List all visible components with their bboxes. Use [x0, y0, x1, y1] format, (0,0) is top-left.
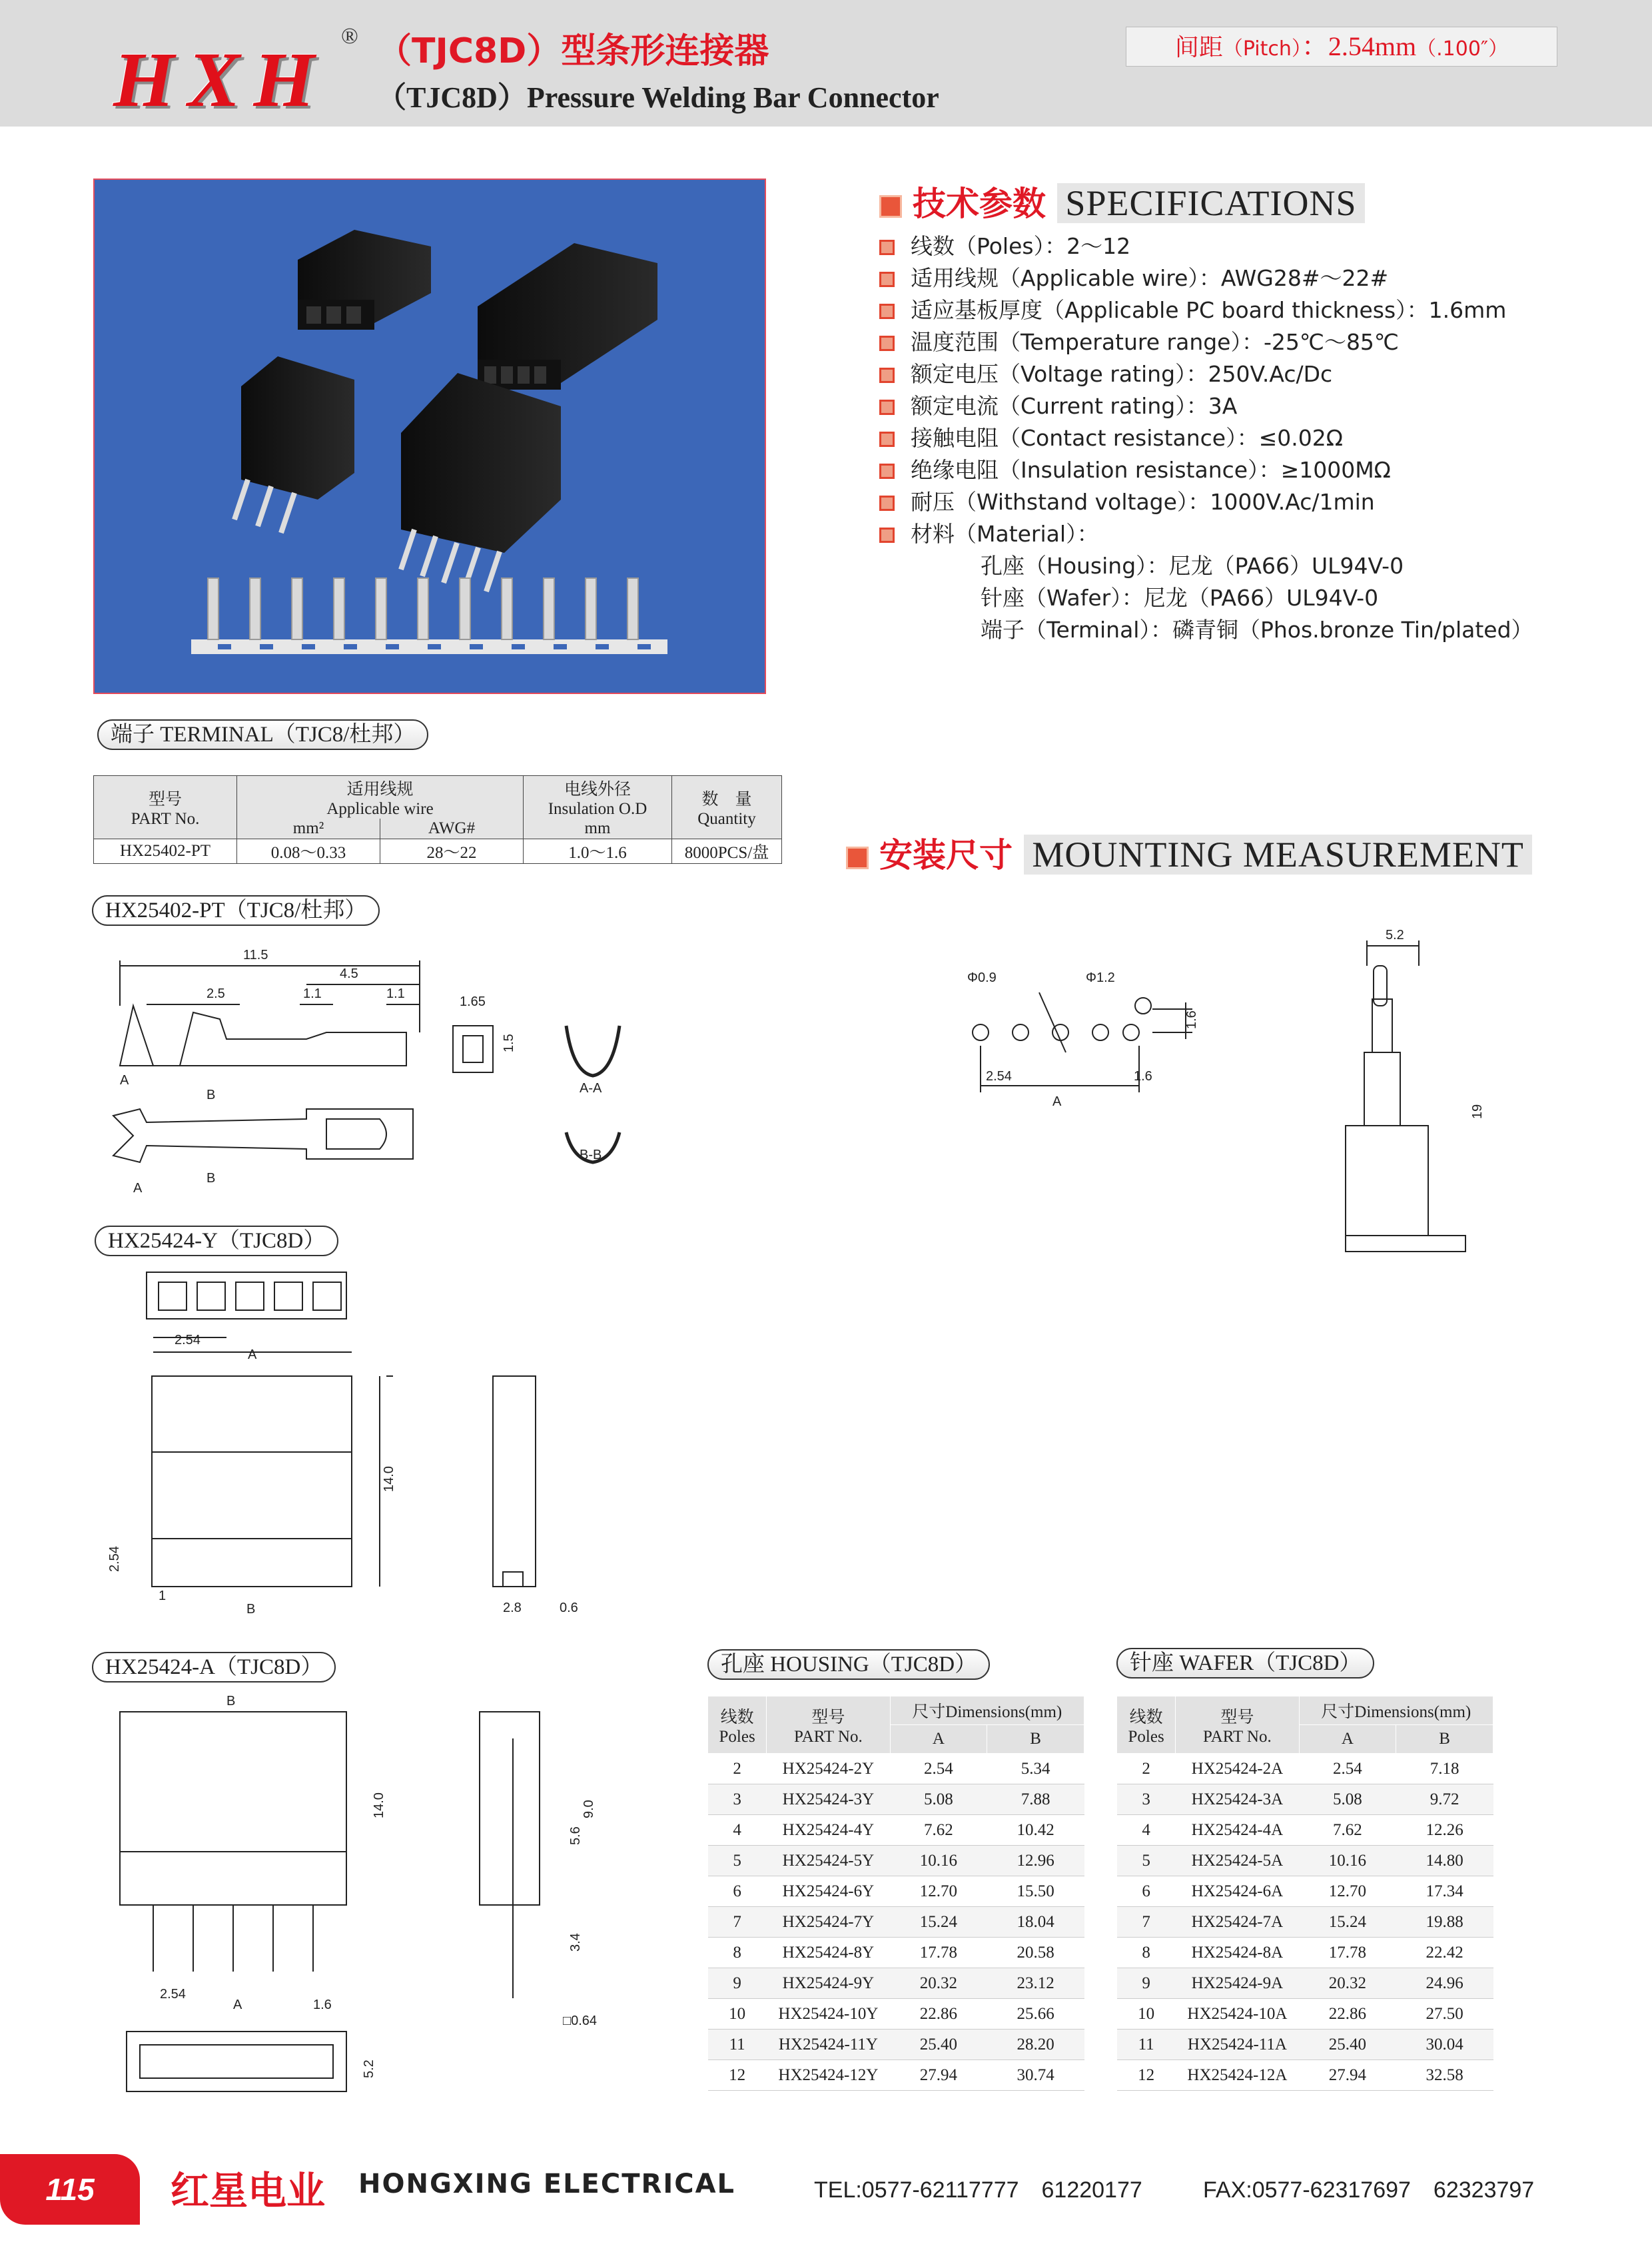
svg-text:A: A	[248, 1347, 257, 1362]
table-row	[1117, 1754, 1493, 1784]
bullet-icon	[879, 368, 895, 383]
svg-text:B: B	[206, 1171, 216, 1186]
bullet-icon	[879, 464, 895, 479]
housing-drawing	[100, 1259, 653, 1632]
title-cn: （TJC8D）型条形连接器	[377, 31, 769, 71]
cell: 10	[708, 1999, 767, 2030]
cell: 22.86	[890, 1999, 987, 2030]
svg-text:A: A	[233, 1998, 242, 2012]
svg-text:2.5: 2.5	[206, 986, 225, 1001]
brand-logo: HXH	[113, 36, 328, 123]
pitch-value: ：2.54mm	[1301, 31, 1417, 61]
cell: 12	[1117, 2060, 1176, 2091]
bullet-icon	[879, 400, 895, 415]
spec-text: 适用线规（Applicable wire）：AWG28#～22#	[911, 265, 1389, 291]
cell: 27.94	[890, 2060, 987, 2091]
cell: 9.72	[1396, 1784, 1493, 1815]
cell: 10.42	[987, 1815, 1084, 1846]
cell: HX25424-4A	[1176, 1815, 1299, 1846]
heading-square-icon	[846, 847, 869, 869]
cell: 30.04	[1396, 2030, 1493, 2060]
cell: 11	[1117, 2030, 1176, 2060]
telephone: TEL:0577-62117777 61220177	[814, 2177, 1142, 2203]
bullet-icon	[879, 432, 895, 447]
drawing-label-y: HX25424-Y（TJC8D）	[95, 1226, 338, 1256]
cell: HX25424-4Y	[767, 1815, 890, 1846]
cell: 7.62	[1299, 1815, 1396, 1846]
bullet-icon	[879, 336, 895, 351]
table-row	[1117, 1938, 1493, 1968]
mounting-heading	[846, 829, 1532, 877]
svg-text:14.0: 14.0	[372, 1792, 386, 1818]
svg-text:A-A: A-A	[580, 1081, 602, 1096]
spec-text: 接触电阻（Contact resistance）：≤0.02Ω	[911, 425, 1343, 451]
od-en: Insulation O.D	[548, 800, 647, 818]
cell: 24.96	[1396, 1968, 1493, 1999]
cell: HX25424-6A	[1176, 1876, 1299, 1907]
svg-text:2.54: 2.54	[986, 1069, 1012, 1084]
table-row	[1117, 1968, 1493, 1999]
col-wire	[237, 776, 524, 819]
cell: 11	[708, 2030, 767, 2060]
poles-cn: 线数	[1129, 1708, 1163, 1726]
cell: 17.78	[1299, 1938, 1396, 1968]
svg-text:4.5: 4.5	[340, 966, 358, 981]
table-row	[708, 1999, 1084, 2030]
cell: 7.18	[1396, 1754, 1493, 1784]
svg-text:19: 19	[1470, 1104, 1485, 1119]
cell: 3	[708, 1784, 767, 1815]
part-en: PART No.	[794, 1727, 863, 1746]
connector-illustration	[95, 180, 765, 693]
terminal-reel	[191, 578, 667, 654]
cell: HX25424-11Y	[767, 2030, 890, 2060]
cell: HX25424-10A	[1176, 1999, 1299, 2030]
col-poles	[708, 1696, 767, 1754]
cell: HX25402-PT	[94, 839, 237, 863]
table-row	[708, 1846, 1084, 1876]
pitch-inch: （.100″）	[1416, 37, 1509, 61]
svg-text:2.8: 2.8	[503, 1601, 522, 1615]
housing-3pole	[298, 230, 431, 330]
cell: 8	[708, 1938, 767, 1968]
svg-text:B: B	[246, 1602, 256, 1617]
svg-text:2.54: 2.54	[175, 1333, 201, 1347]
table-row	[708, 1876, 1084, 1907]
cell: 17.34	[1396, 1876, 1493, 1907]
cell: 2	[1117, 1754, 1176, 1784]
cell: HX25424-9Y	[767, 1968, 890, 1999]
svg-text:1.6: 1.6	[1184, 1010, 1199, 1029]
cell: 1.0～1.6	[524, 839, 672, 863]
spec-item	[879, 422, 1533, 454]
od-cn: 电线外径	[564, 781, 631, 799]
svg-text:B-B: B-B	[580, 1148, 602, 1162]
table-row	[708, 1938, 1084, 1968]
cell: HX25424-6Y	[767, 1876, 890, 1907]
model-cn: 型号	[148, 790, 182, 809]
table-row	[1117, 2060, 1493, 2091]
heading-square-icon	[879, 195, 902, 218]
svg-text:A: A	[1052, 1094, 1062, 1109]
cell: 2.54	[1299, 1754, 1396, 1784]
cell: HX25424-10Y	[767, 1999, 890, 2030]
wafer-table	[1116, 1696, 1493, 2091]
pitch-label: 间距	[1174, 34, 1223, 61]
cell: 10	[1117, 1999, 1176, 2030]
cell: 27.94	[1299, 2060, 1396, 2091]
col-poles	[1117, 1696, 1176, 1754]
cell: 28～22	[380, 839, 524, 863]
svg-text:14.0: 14.0	[382, 1466, 396, 1492]
cell: 3	[1117, 1784, 1176, 1815]
cell: 19.88	[1396, 1907, 1493, 1938]
spec-text: 温度范围（Temperature range）：-25℃～85℃	[911, 329, 1399, 355]
spec-item	[879, 454, 1533, 486]
svg-text:11.5: 11.5	[243, 948, 268, 962]
part-cn: 型号	[1220, 1708, 1254, 1726]
table-row	[1117, 2030, 1493, 2060]
cell: HX25424-3A	[1176, 1784, 1299, 1815]
housing-label-en: HOUSING（TJC8D）	[770, 1653, 977, 1677]
col-model	[94, 776, 237, 839]
housing-5pole	[478, 243, 657, 390]
cell: 20.32	[1299, 1968, 1396, 1999]
cell: 25.66	[987, 1999, 1084, 2030]
drawing-label-a: HX25424-A（TJC8D）	[92, 1652, 336, 1682]
svg-text:□0.64: □0.64	[563, 2014, 598, 2028]
title-en: （TJC8D）Pressure Welding Bar Connector	[377, 81, 939, 114]
col-a: A	[890, 1725, 987, 1754]
svg-text:1.1: 1.1	[303, 986, 322, 1001]
cell: HX25424-5Y	[767, 1846, 890, 1876]
table-row	[708, 1815, 1084, 1846]
spec-text: 适应基板厚度（Applicable PC board thickness）：1.6mm	[911, 297, 1507, 323]
pitch-box	[1126, 27, 1557, 67]
cell: 25.40	[1299, 2030, 1396, 2060]
part-cn: 型号	[811, 1708, 845, 1726]
table-row	[1117, 1999, 1493, 2030]
qty-en: Quantity	[697, 809, 756, 828]
cell: 5.08	[890, 1784, 987, 1815]
bullet-icon	[879, 272, 895, 287]
model-en: PART No.	[131, 809, 200, 828]
svg-text:1.1: 1.1	[386, 986, 405, 1001]
poles-en: Poles	[1128, 1727, 1164, 1746]
svg-text:2.54: 2.54	[107, 1546, 122, 1572]
cell: 8000PCS/盘	[672, 839, 782, 863]
cell: 9	[708, 1968, 767, 1999]
col-dim: 尺寸Dimensions(mm)	[890, 1696, 1084, 1725]
col-awg: AWG#	[380, 819, 524, 839]
cell: HX25424-7Y	[767, 1907, 890, 1938]
mounting-heading-cn: 安装尺寸	[879, 836, 1013, 875]
cell: 8	[1117, 1938, 1176, 1968]
bullet-icon	[879, 496, 895, 511]
cell: 20.58	[987, 1938, 1084, 1968]
wafer-5pole	[401, 373, 561, 591]
cell: HX25424-2Y	[767, 1754, 890, 1784]
cell: 9	[1117, 1968, 1176, 1999]
cell: 7.88	[987, 1784, 1084, 1815]
svg-text:1.5: 1.5	[502, 1034, 516, 1052]
svg-text:9.0: 9.0	[582, 1800, 596, 1818]
table-row	[1117, 1784, 1493, 1815]
cell: 6	[1117, 1876, 1176, 1907]
svg-text:5.6: 5.6	[568, 1826, 583, 1845]
terminal-drawing	[107, 933, 706, 1212]
cell: 20.32	[890, 1968, 987, 1999]
spec-item	[879, 262, 1533, 294]
table-row	[708, 2030, 1084, 2060]
wafer-label-en: WAFER（TJC8D）	[1179, 1651, 1362, 1675]
specs-heading-cn: 技术参数	[913, 185, 1046, 223]
pitch-en: （Pitch）	[1222, 37, 1302, 61]
spec-text: 额定电流（Current rating）：3A	[911, 393, 1238, 419]
col-od-unit: mm	[524, 819, 672, 839]
svg-text:1: 1	[159, 1589, 167, 1603]
svg-text:A: A	[120, 1073, 129, 1088]
cell: 10.16	[890, 1846, 987, 1876]
svg-text:1.65: 1.65	[460, 994, 486, 1009]
spec-text: 绝缘电阻（Insulation resistance）：≥1000MΩ	[911, 457, 1391, 483]
cell: 18.04	[987, 1907, 1084, 1938]
cell: 25.40	[890, 2030, 987, 2060]
specs-list	[879, 230, 1533, 646]
cell: 7	[1117, 1907, 1176, 1938]
part-en: PART No.	[1203, 1727, 1272, 1746]
table-row	[1117, 1907, 1493, 1938]
cell: 5.08	[1299, 1784, 1396, 1815]
col-mm2: mm²	[237, 819, 380, 839]
registered-mark: ®	[341, 24, 358, 49]
cell: 7.62	[890, 1815, 987, 1846]
specs-heading	[879, 177, 1365, 225]
cell: 5.34	[987, 1754, 1084, 1784]
spec-text: 线数（Poles）：2～12	[911, 233, 1131, 259]
cell: 14.80	[1396, 1846, 1493, 1876]
bullet-icon	[879, 304, 895, 319]
cell: 4	[708, 1815, 767, 1846]
svg-text:B: B	[206, 1088, 216, 1102]
cell: HX25424-7A	[1176, 1907, 1299, 1938]
svg-text:B: B	[226, 1694, 236, 1708]
page-number: 115	[0, 2154, 140, 2225]
col-od	[524, 776, 672, 819]
spec-text: 耐压（Withstand voltage）：1000V.Ac/1min	[911, 489, 1375, 515]
poles-cn: 线数	[720, 1708, 754, 1726]
product-photo	[93, 179, 766, 694]
col-dim: 尺寸Dimensions(mm)	[1299, 1696, 1493, 1725]
col-part	[767, 1696, 890, 1754]
cell: 32.58	[1396, 2060, 1493, 2091]
spec-item	[879, 230, 1533, 262]
table-row	[708, 1968, 1084, 1999]
cell: 22.86	[1299, 1999, 1396, 2030]
table-row	[1117, 1815, 1493, 1846]
wafer-drawing	[100, 1685, 653, 2098]
cell: 0.08～0.33	[237, 839, 380, 863]
cell: 22.42	[1396, 1938, 1493, 1968]
material-item: 孔座（Housing）：尼龙（PA66）UL94V-0	[981, 553, 1404, 579]
housing-table	[707, 1696, 1084, 2091]
svg-text:A: A	[133, 1181, 143, 1196]
cell: HX25424-9A	[1176, 1968, 1299, 1999]
col-a: A	[1299, 1725, 1396, 1754]
drawing-label-pt: HX25402-PT（TJC8/杜邦）	[92, 895, 380, 926]
wafer-label-cn: 针座	[1130, 1651, 1174, 1675]
col-b: B	[987, 1725, 1084, 1754]
svg-text:5.2: 5.2	[362, 2059, 376, 2078]
table-row	[708, 1907, 1084, 1938]
cell: HX25424-3Y	[767, 1784, 890, 1815]
spec-text: 材料（Material）：	[911, 521, 1099, 547]
col-part	[1176, 1696, 1299, 1754]
svg-text:1.6: 1.6	[313, 1998, 332, 2012]
table-row	[708, 2060, 1084, 2091]
fax: FAX:0577-62317697 62323797	[1203, 2177, 1535, 2203]
spec-item	[879, 486, 1533, 518]
svg-text:5.2: 5.2	[1386, 928, 1404, 942]
table-row	[1117, 1846, 1493, 1876]
cell: HX25424-11A	[1176, 2030, 1299, 2060]
specs-heading-en: SPECIFICATIONS	[1057, 183, 1364, 223]
cell: 15.24	[890, 1907, 987, 1938]
cell: 17.78	[890, 1938, 987, 1968]
cell: 27.50	[1396, 1999, 1493, 2030]
cell: 7	[708, 1907, 767, 1938]
svg-text:1.6: 1.6	[1134, 1069, 1152, 1084]
cell: 15.50	[987, 1876, 1084, 1907]
cell: HX25424-12Y	[767, 2060, 890, 2091]
wire-cn: 适用线规	[346, 781, 414, 799]
mounting-heading-en: MOUNTING MEASUREMENT	[1024, 835, 1531, 875]
table-row	[708, 1754, 1084, 1784]
cell: 12.70	[1299, 1876, 1396, 1907]
col-qty	[672, 776, 782, 839]
terminal-label: 端子 TERMINAL（TJC8/杜邦）	[97, 719, 428, 750]
wafer-label	[1116, 1648, 1374, 1679]
cell: HX25424-12A	[1176, 2060, 1299, 2091]
cell: 6	[708, 1876, 767, 1907]
spec-item	[879, 294, 1533, 326]
col-b: B	[1396, 1725, 1493, 1754]
cell: 23.12	[987, 1968, 1084, 1999]
cell: HX25424-8A	[1176, 1938, 1299, 1968]
poles-en: Poles	[719, 1727, 755, 1746]
cell: 12.26	[1396, 1815, 1493, 1846]
cell: HX25424-5A	[1176, 1846, 1299, 1876]
company-name-cn: 红星电业	[171, 2168, 326, 2213]
company-name-en: HONGXING ELECTRICAL	[358, 2169, 736, 2199]
spec-item	[879, 326, 1533, 358]
spec-item	[879, 390, 1533, 422]
mounting-drawing	[946, 926, 1505, 1286]
spec-text: 额定电压（Voltage rating）：250V.Ac/Dc	[911, 361, 1333, 387]
spec-item	[879, 358, 1533, 390]
cell: 4	[1117, 1815, 1176, 1846]
terminal-table	[93, 775, 782, 864]
svg-text:3.4: 3.4	[568, 1933, 583, 1952]
cell: 15.24	[1299, 1907, 1396, 1938]
cell: 5	[708, 1846, 767, 1876]
wire-en: Applicable wire	[326, 800, 434, 818]
bullet-icon	[879, 528, 895, 543]
cell: HX25424-8Y	[767, 1938, 890, 1968]
spec-item	[879, 518, 1533, 550]
cell: 12	[708, 2060, 767, 2091]
qty-cn: 数 量	[701, 790, 752, 809]
cell: 28.20	[987, 2030, 1084, 2060]
bullet-icon	[879, 240, 895, 255]
cell: 30.74	[987, 2060, 1084, 2091]
material-item: 端子（Terminal）：磷青铜（Phos.bronze Tin/plated）	[981, 617, 1533, 643]
table-row	[94, 839, 782, 863]
cell: HX25424-2A	[1176, 1754, 1299, 1784]
housing-label-cn: 孔座	[721, 1653, 765, 1677]
cell: 2	[708, 1754, 767, 1784]
svg-text:Φ0.9: Φ0.9	[967, 970, 997, 985]
cell: 12.96	[987, 1846, 1084, 1876]
wafer-3pole	[234, 356, 354, 533]
cell: 5	[1117, 1846, 1176, 1876]
cell: 2.54	[890, 1754, 987, 1784]
housing-label	[707, 1649, 990, 1680]
cell: 10.16	[1299, 1846, 1396, 1876]
svg-text:0.6: 0.6	[560, 1601, 578, 1615]
table-row	[1117, 1876, 1493, 1907]
svg-text:Φ1.2: Φ1.2	[1086, 970, 1115, 985]
cell: 12.70	[890, 1876, 987, 1907]
svg-text:2.54: 2.54	[160, 1987, 186, 2002]
table-row	[708, 1784, 1084, 1815]
material-item: 针座（Wafer）：尼龙（PA66）UL94V-0	[981, 585, 1379, 611]
